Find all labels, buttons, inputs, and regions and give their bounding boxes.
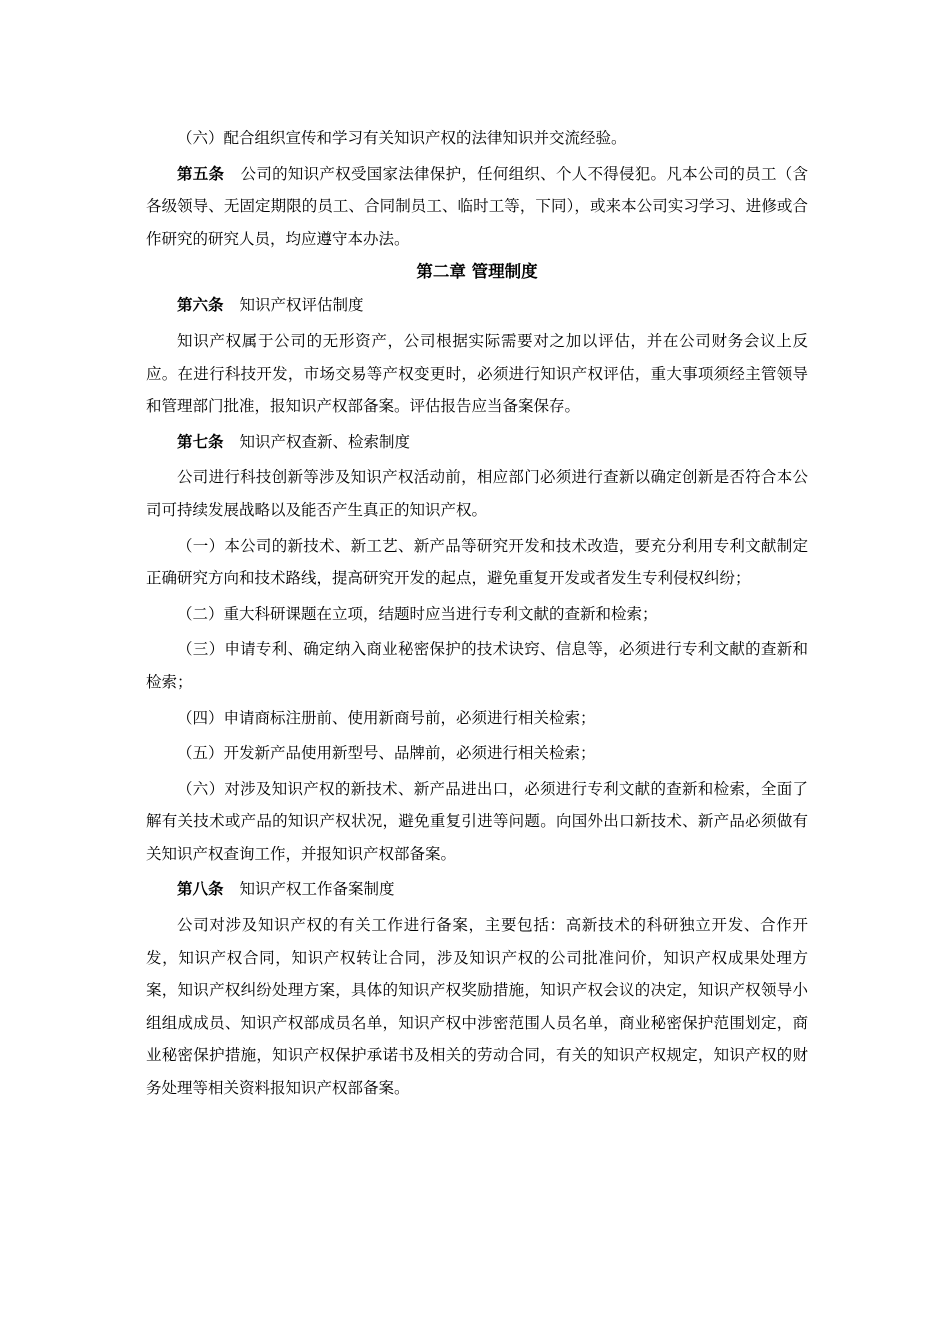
article-8-heading [146,873,808,906]
article-7-item-5: （五）开发新产品使用新型号、品牌前，必须进行相关检索； [177,744,596,763]
paragraph-item-6-previous: （六）配合组织宣传和学习有关知识产权的法律知识并交流经验。 [177,129,627,147]
article-6-body: 知识产权属于公司的无形资产，公司根据实际需要对之加以评估，并在公司财务会议上反应。在进行科技开发，市场交易等产权变更时，必须进行知识产权评估，重大事项须经主管领导和管理部门批准，报知识产权部备案。评估报告应当备案保存。 [146,331,808,416]
article-8-label: 第八条 [177,879,224,899]
article-8-body: 公司对涉及知识产权的有关工作进行备案，主要包括：高新技术的科研独立开发、合作开发，知识产权合同，知识产权转让合同，涉及知识产权的公司批准问价，知识产权成果处理方案，知识产权纠纷处理方案，具体的知识产权奖励措施，知识产权会议的决定，知识产权领导小组组成成员、知识产权部成员名单，知识产权中涉密范围人员名单，商业秘密保护范围划定，商业秘密保护措施，知识产权保护承诺书及相关的劳动合同，有关的知识产权规定，知识产权的财务处理等相关资料报知识产权部备案。 [146,916,808,1098]
article-7-item-2: （二）重大科研课题在立项，结题时应当进行专利文献的查新和检索； [177,604,658,623]
article-6-title: 知识产权评估制度 [239,296,364,315]
article-6-heading [146,289,808,322]
document-page [146,122,808,1105]
article-5-text: 公司的知识产权受国家法律保护，任何组织、个人不得侵犯。凡本公司的员工（含各级领导、无固定期限的员工、合同制员工、临时工等，下同），或来本公司实习学习、进修或合作研究的研究人员，均应遵守本办法。 [146,164,808,248]
article-7-label: 第七条 [177,431,224,451]
article-7-item-3: （三）申请专利、确定纳入商业秘密保护的技术诀窍、信息等，必须进行专利文献的查新和检索； [146,640,808,691]
article-7-item-1: （一）本公司的新技术、新工艺、新产品等研究开发和技术改造，要充分利用专利文献制定正确研究方向和技术路线，提高研究开发的起点，避免重复开发或者发生专利侵权纠纷； [146,536,808,588]
article-7-body: 公司进行科技创新等涉及知识产权活动前，相应部门必须进行查新以确定创新是否符合本公司可持续发展战略以及能否产生真正的知识产权。 [146,468,808,519]
article-5-label: 第五条 [177,163,225,183]
article-7-heading [146,426,808,459]
article-8-title: 知识产权工作备案制度 [239,880,395,899]
article-7-title: 知识产权查新、检索制度 [239,432,411,451]
article-5 [146,158,808,256]
article-6-label: 第六条 [177,295,224,315]
article-7-item-6: （六）对涉及知识产权的新技术、新产品进出口，必须进行专利文献的查新和检索，全面了解有关技术或产品的知识产权状况，避免重复引进等问题。向国外出口新技术、新产品必须做有关知识产权查询工作，并报知识产权部备案。 [146,779,808,863]
chapter-2-title: 第二章 管理制度 [416,262,538,282]
article-7-item-4: （四）申请商标注册前、使用新商号前，必须进行相关检索； [177,708,596,727]
